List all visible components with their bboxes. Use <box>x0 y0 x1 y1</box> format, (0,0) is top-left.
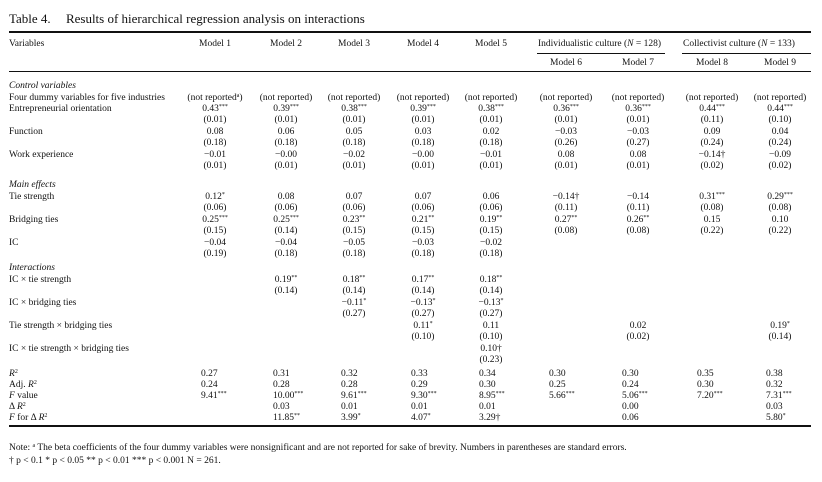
cell-dummy-model-7: (not reported) <box>611 93 665 103</box>
coef-tie-model-5: 0.06 <box>482 192 500 202</box>
coef-ic_tie_bridging-model-5: 0.10† <box>480 344 502 354</box>
stat-r2-model-9: 0.38 <box>766 369 783 379</box>
se-work-model-3: (0.01) <box>342 161 366 171</box>
se-tie_bridging-model-5: (0.10) <box>479 332 503 342</box>
row-label-work: Work experience <box>9 150 74 160</box>
se-eo-model-7: (0.01) <box>626 115 650 125</box>
coef-ic-model-3: −0.05 <box>343 238 365 248</box>
stat-dr2-model-2: 0.03 <box>273 402 290 412</box>
variables-header: Variables <box>9 39 45 49</box>
se-work-model-1: (0.01) <box>203 161 227 171</box>
se-eo-model-9: (0.10) <box>768 115 792 125</box>
se-tie-model-8: (0.08) <box>700 203 724 213</box>
coef-work-model-2: −0.00 <box>275 150 297 160</box>
se-ic_tie_bridging-model-5: (0.23) <box>479 355 503 365</box>
coef-tie-model-6: −0.14† <box>552 192 580 202</box>
se-bridging-model-6: (0.08) <box>554 226 578 236</box>
stat-f-model-6: 5.66*** <box>549 391 575 401</box>
coef-tie-model-2: 0.08 <box>277 192 295 202</box>
stat-dr2-model-7: 0.00 <box>622 402 639 412</box>
se-work-model-2: (0.01) <box>274 161 298 171</box>
se-tie-model-2: (0.06) <box>274 203 298 213</box>
se-work-model-9: (0.02) <box>768 161 792 171</box>
stat-fdr2-model-4: 4.07* <box>411 413 431 423</box>
stat-r2-model-2: 0.31 <box>273 369 290 379</box>
stat-fdr2-model-3: 3.99* <box>341 413 361 423</box>
coef-ic_tie-model-5: 0.18** <box>479 275 503 285</box>
stat-dr2-model-4: 0.01 <box>411 402 428 412</box>
coef-work-model-5: −0.01 <box>480 150 502 160</box>
coef-bridging-model-4: 0.21** <box>411 215 435 225</box>
stat-label-f: F value <box>9 391 38 401</box>
coef-function-model-6: −0.03 <box>555 127 577 137</box>
coef-ic_bridging-model-5: −0.13* <box>478 298 504 308</box>
coef-work-model-1: −0.01 <box>204 150 226 160</box>
coef-ic-model-1: −0.04 <box>204 238 226 248</box>
table-caption <box>9 11 365 27</box>
coef-bridging-model-1: 0.25*** <box>202 215 228 225</box>
coef-eo-model-4: 0.39*** <box>410 104 436 114</box>
se-bridging-model-1: (0.15) <box>203 226 227 236</box>
coef-function-model-7: −0.03 <box>627 127 649 137</box>
coef-work-model-9: −0.09 <box>769 150 791 160</box>
model-header-8: Model 8 <box>696 58 728 68</box>
coef-eo-model-8: 0.44*** <box>699 104 725 114</box>
stat-adjr2-model-8: 0.30 <box>697 380 714 390</box>
cell-dummy-model-3: (not reported) <box>327 93 381 103</box>
se-eo-model-8: (0.11) <box>700 115 724 125</box>
row-label-ic_tie: IC × tie strength <box>9 275 72 285</box>
stat-label-dr2: Δ $R^2$ <box>9 402 26 412</box>
stat-r2-model-5: 0.34 <box>479 369 496 379</box>
row-label-tie_bridging: Tie strength × bridging ties <box>9 321 113 331</box>
se-work-model-6: (0.01) <box>554 161 578 171</box>
stat-r2-model-8: 0.35 <box>697 369 714 379</box>
model-header-9: Model 9 <box>764 58 796 68</box>
se-eo-model-2: (0.01) <box>274 115 298 125</box>
stat-f-model-3: 9.61*** <box>341 391 367 401</box>
top-rule <box>9 31 811 33</box>
model-header-7: Model 7 <box>622 58 654 68</box>
se-eo-model-1: (0.01) <box>203 115 227 125</box>
cell-dummy-model-2: (not reported) <box>259 93 313 103</box>
se-function-model-3: (0.18) <box>342 138 366 148</box>
coef-eo-model-5: 0.38*** <box>478 104 504 114</box>
se-ic-model-1: (0.19) <box>203 249 227 259</box>
coef-work-model-6: 0.08 <box>557 150 575 160</box>
se-ic-model-2: (0.18) <box>274 249 298 259</box>
se-tie-model-9: (0.08) <box>768 203 792 213</box>
coef-tie_bridging-model-4: 0.11* <box>413 321 433 331</box>
group-header-collectivist: Collectivist culture (N = 133) <box>683 39 795 49</box>
se-tie-model-4: (0.06) <box>411 203 435 213</box>
se-work-model-4: (0.01) <box>411 161 435 171</box>
section-control-variables: Control variables <box>9 81 76 91</box>
section-interactions: Interactions <box>9 263 55 273</box>
coef-bridging-model-7: 0.26** <box>626 215 650 225</box>
coef-work-model-8: −0.14† <box>698 150 726 160</box>
stat-adjr2-model-1: 0.24 <box>201 380 218 390</box>
row-label-ic_tie_bridging: IC × tie strength × bridging ties <box>9 344 129 354</box>
stat-label-r2: $R^2$ <box>9 369 18 379</box>
se-bridging-model-5: (0.15) <box>479 226 503 236</box>
coef-bridging-model-5: 0.19** <box>479 215 503 225</box>
se-ic-model-5: (0.18) <box>479 249 503 259</box>
se-tie_bridging-model-4: (0.10) <box>411 332 435 342</box>
se-ic_bridging-model-3: (0.27) <box>342 309 366 319</box>
stat-f-model-7: 5.06*** <box>622 391 648 401</box>
row-label-tie: Tie strength <box>9 192 55 202</box>
coef-bridging-model-9: 0.10 <box>771 215 789 225</box>
se-bridging-model-9: (0.22) <box>768 226 792 236</box>
coef-eo-model-1: 0.43*** <box>202 104 228 114</box>
se-ic_tie-model-4: (0.14) <box>411 286 435 296</box>
stat-dr2-model-9: 0.03 <box>766 402 783 412</box>
se-tie_bridging-model-9: (0.14) <box>768 332 792 342</box>
coef-function-model-8: 0.09 <box>703 127 721 137</box>
coef-tie_bridging-model-5: 0.11 <box>482 321 500 331</box>
coef-function-model-2: 0.06 <box>277 127 295 137</box>
se-tie-model-3: (0.06) <box>342 203 366 213</box>
se-eo-model-3: (0.01) <box>342 115 366 125</box>
stat-adjr2-model-9: 0.32 <box>766 380 783 390</box>
group-rule-individualistic <box>537 53 665 54</box>
se-tie-model-7: (0.11) <box>626 203 650 213</box>
se-eo-model-6: (0.01) <box>554 115 578 125</box>
se-bridging-model-8: (0.22) <box>700 226 724 236</box>
se-tie-model-5: (0.06) <box>479 203 503 213</box>
coef-ic_tie-model-2: 0.19** <box>274 275 298 285</box>
model-header-2: Model 2 <box>270 39 302 49</box>
coef-tie-model-4: 0.07 <box>414 192 432 202</box>
stat-f-model-9: 7.31*** <box>766 391 792 401</box>
section-main-effects: Main effects <box>9 180 56 190</box>
model-header-3: Model 3 <box>338 39 370 49</box>
coef-tie-model-1: 0.12* <box>205 192 225 202</box>
coef-ic-model-5: −0.02 <box>480 238 502 248</box>
se-bridging-model-3: (0.15) <box>342 226 366 236</box>
stat-adjr2-model-7: 0.24 <box>622 380 639 390</box>
se-work-model-8: (0.02) <box>700 161 724 171</box>
coef-eo-model-2: 0.39*** <box>273 104 299 114</box>
table-number: Table 4. <box>9 11 51 26</box>
se-function-model-7: (0.27) <box>626 138 650 148</box>
stat-fdr2-model-9: 5.80* <box>766 413 786 423</box>
group-rule-collectivist <box>682 53 811 54</box>
coef-tie_bridging-model-7: 0.02 <box>629 321 647 331</box>
stat-adjr2-model-6: 0.25 <box>549 380 566 390</box>
stat-adjr2-model-3: 0.28 <box>341 380 358 390</box>
table-note: Note: $^a$ The beta coefficients of the four dummy variables were nonsignificant and are not reported for sake of brevity. Numbers in parentheses are standard errors. <box>9 443 627 453</box>
cell-dummy-model-9: (not reported) <box>753 93 807 103</box>
se-function-model-6: (0.26) <box>554 138 578 148</box>
model-header-4: Model 4 <box>407 39 439 49</box>
stat-f-model-2: 10.00*** <box>273 391 304 401</box>
coef-function-model-4: 0.03 <box>414 127 432 137</box>
coef-bridging-model-3: 0.23** <box>342 215 366 225</box>
coef-tie-model-9: 0.29*** <box>767 192 793 202</box>
se-ic_bridging-model-4: (0.27) <box>411 309 435 319</box>
coef-function-model-3: 0.05 <box>345 127 363 137</box>
row-label-bridging: Bridging ties <box>9 215 59 225</box>
se-function-model-9: (0.24) <box>768 138 792 148</box>
bottom-rule <box>9 425 811 427</box>
se-eo-model-4: (0.01) <box>411 115 435 125</box>
coef-bridging-model-2: 0.25*** <box>273 215 299 225</box>
se-tie-model-6: (0.11) <box>554 203 578 213</box>
coef-tie-model-8: 0.31*** <box>699 192 725 202</box>
stat-r2-model-4: 0.33 <box>411 369 428 379</box>
coef-ic_bridging-model-3: −0.11* <box>341 298 367 308</box>
se-function-model-2: (0.18) <box>274 138 298 148</box>
coef-eo-model-7: 0.36*** <box>625 104 651 114</box>
se-tie-model-1: (0.06) <box>203 203 227 213</box>
stat-fdr2-model-5: 3.29† <box>479 413 501 423</box>
coef-ic-model-4: −0.03 <box>412 238 434 248</box>
row-label-dummy: Four dummy variables for five industries <box>9 93 165 103</box>
se-bridging-model-2: (0.14) <box>274 226 298 236</box>
coef-eo-model-6: 0.36*** <box>553 104 579 114</box>
stat-adjr2-model-2: 0.28 <box>273 380 290 390</box>
se-ic_tie-model-3: (0.14) <box>342 286 366 296</box>
stat-fdr2-model-2: 11.85** <box>273 413 301 423</box>
coef-ic_tie-model-3: 0.18** <box>342 275 366 285</box>
se-ic_tie-model-2: (0.14) <box>274 286 298 296</box>
coef-tie-model-3: 0.07 <box>345 192 363 202</box>
se-function-model-4: (0.18) <box>411 138 435 148</box>
coef-bridging-model-6: 0.27** <box>554 215 578 225</box>
se-ic_bridging-model-5: (0.27) <box>479 309 503 319</box>
coef-work-model-7: 0.08 <box>629 150 647 160</box>
cell-dummy-model-4: (not reported) <box>396 93 450 103</box>
stat-r2-model-1: 0.27 <box>201 369 218 379</box>
model-header-1: Model 1 <box>199 39 231 49</box>
row-label-ic: IC <box>9 238 19 248</box>
row-label-ic_bridging: IC × bridging ties <box>9 298 77 308</box>
se-ic-model-3: (0.18) <box>342 249 366 259</box>
coef-function-model-1: 0.08 <box>206 127 224 137</box>
coef-eo-model-3: 0.38*** <box>341 104 367 114</box>
model-header-5: Model 5 <box>475 39 507 49</box>
row-label-function: Function <box>9 127 43 137</box>
cell-dummy-model-5: (not reported) <box>464 93 518 103</box>
model-header-6: Model 6 <box>550 58 582 68</box>
se-tie_bridging-model-7: (0.02) <box>626 332 650 342</box>
stat-adjr2-model-4: 0.29 <box>411 380 428 390</box>
coef-bridging-model-8: 0.15 <box>703 215 721 225</box>
coef-tie_bridging-model-9: 0.19* <box>770 321 790 331</box>
group-header-individualistic: Individualistic culture (N = 128) <box>538 39 662 49</box>
coef-function-model-5: 0.02 <box>482 127 500 137</box>
stat-label-fdr2: F for Δ $R^2$ <box>9 413 48 423</box>
coef-work-model-4: −0.00 <box>412 150 434 160</box>
coef-eo-model-9: 0.44*** <box>767 104 793 114</box>
coef-function-model-9: 0.04 <box>771 127 789 137</box>
stat-f-model-5: 8.95*** <box>479 391 505 401</box>
header-rule <box>9 71 811 72</box>
se-eo-model-5: (0.01) <box>479 115 503 125</box>
stat-adjr2-model-5: 0.30 <box>479 380 496 390</box>
se-function-model-8: (0.24) <box>700 138 724 148</box>
stat-r2-model-3: 0.32 <box>341 369 358 379</box>
se-ic_tie-model-5: (0.14) <box>479 286 503 296</box>
se-bridging-model-7: (0.08) <box>626 226 650 236</box>
stat-f-model-4: 9.30*** <box>411 391 437 401</box>
cell-dummy-model-6: (not reported) <box>539 93 593 103</box>
cell-dummy-model-8: (not reported) <box>685 93 739 103</box>
coef-work-model-3: −0.02 <box>343 150 365 160</box>
stat-label-adjr2: Adj. $R^2$ <box>9 380 37 390</box>
significance-legend: † p < 0.1 * p < 0.05 ** p < 0.01 *** p < 0.001 N = 261. <box>9 456 221 466</box>
coef-tie-model-7: −0.14 <box>627 192 649 202</box>
coef-ic_tie-model-4: 0.17** <box>411 275 435 285</box>
stat-f-model-1: 9.41*** <box>201 391 227 401</box>
stat-dr2-model-5: 0.01 <box>479 402 496 412</box>
se-ic-model-4: (0.18) <box>411 249 435 259</box>
se-function-model-5: (0.18) <box>479 138 503 148</box>
se-work-model-7: (0.01) <box>626 161 650 171</box>
stat-r2-model-7: 0.30 <box>622 369 639 379</box>
se-bridging-model-4: (0.15) <box>411 226 435 236</box>
se-work-model-5: (0.01) <box>479 161 503 171</box>
stat-fdr2-model-7: 0.06 <box>622 413 639 423</box>
se-function-model-1: (0.18) <box>203 138 227 148</box>
stat-dr2-model-3: 0.01 <box>341 402 358 412</box>
table-title: Results of hierarchical regression analysis on interactions <box>65 11 365 26</box>
coef-ic-model-2: −0.04 <box>275 238 297 248</box>
stat-f-model-8: 7.20*** <box>697 391 723 401</box>
stat-r2-model-6: 0.30 <box>549 369 566 379</box>
row-label-eo: Entrepreneurial orientation <box>9 104 112 114</box>
cell-dummy-model-1: (not reported$^a$) <box>187 93 243 103</box>
coef-ic_bridging-model-4: −0.13* <box>410 298 436 308</box>
